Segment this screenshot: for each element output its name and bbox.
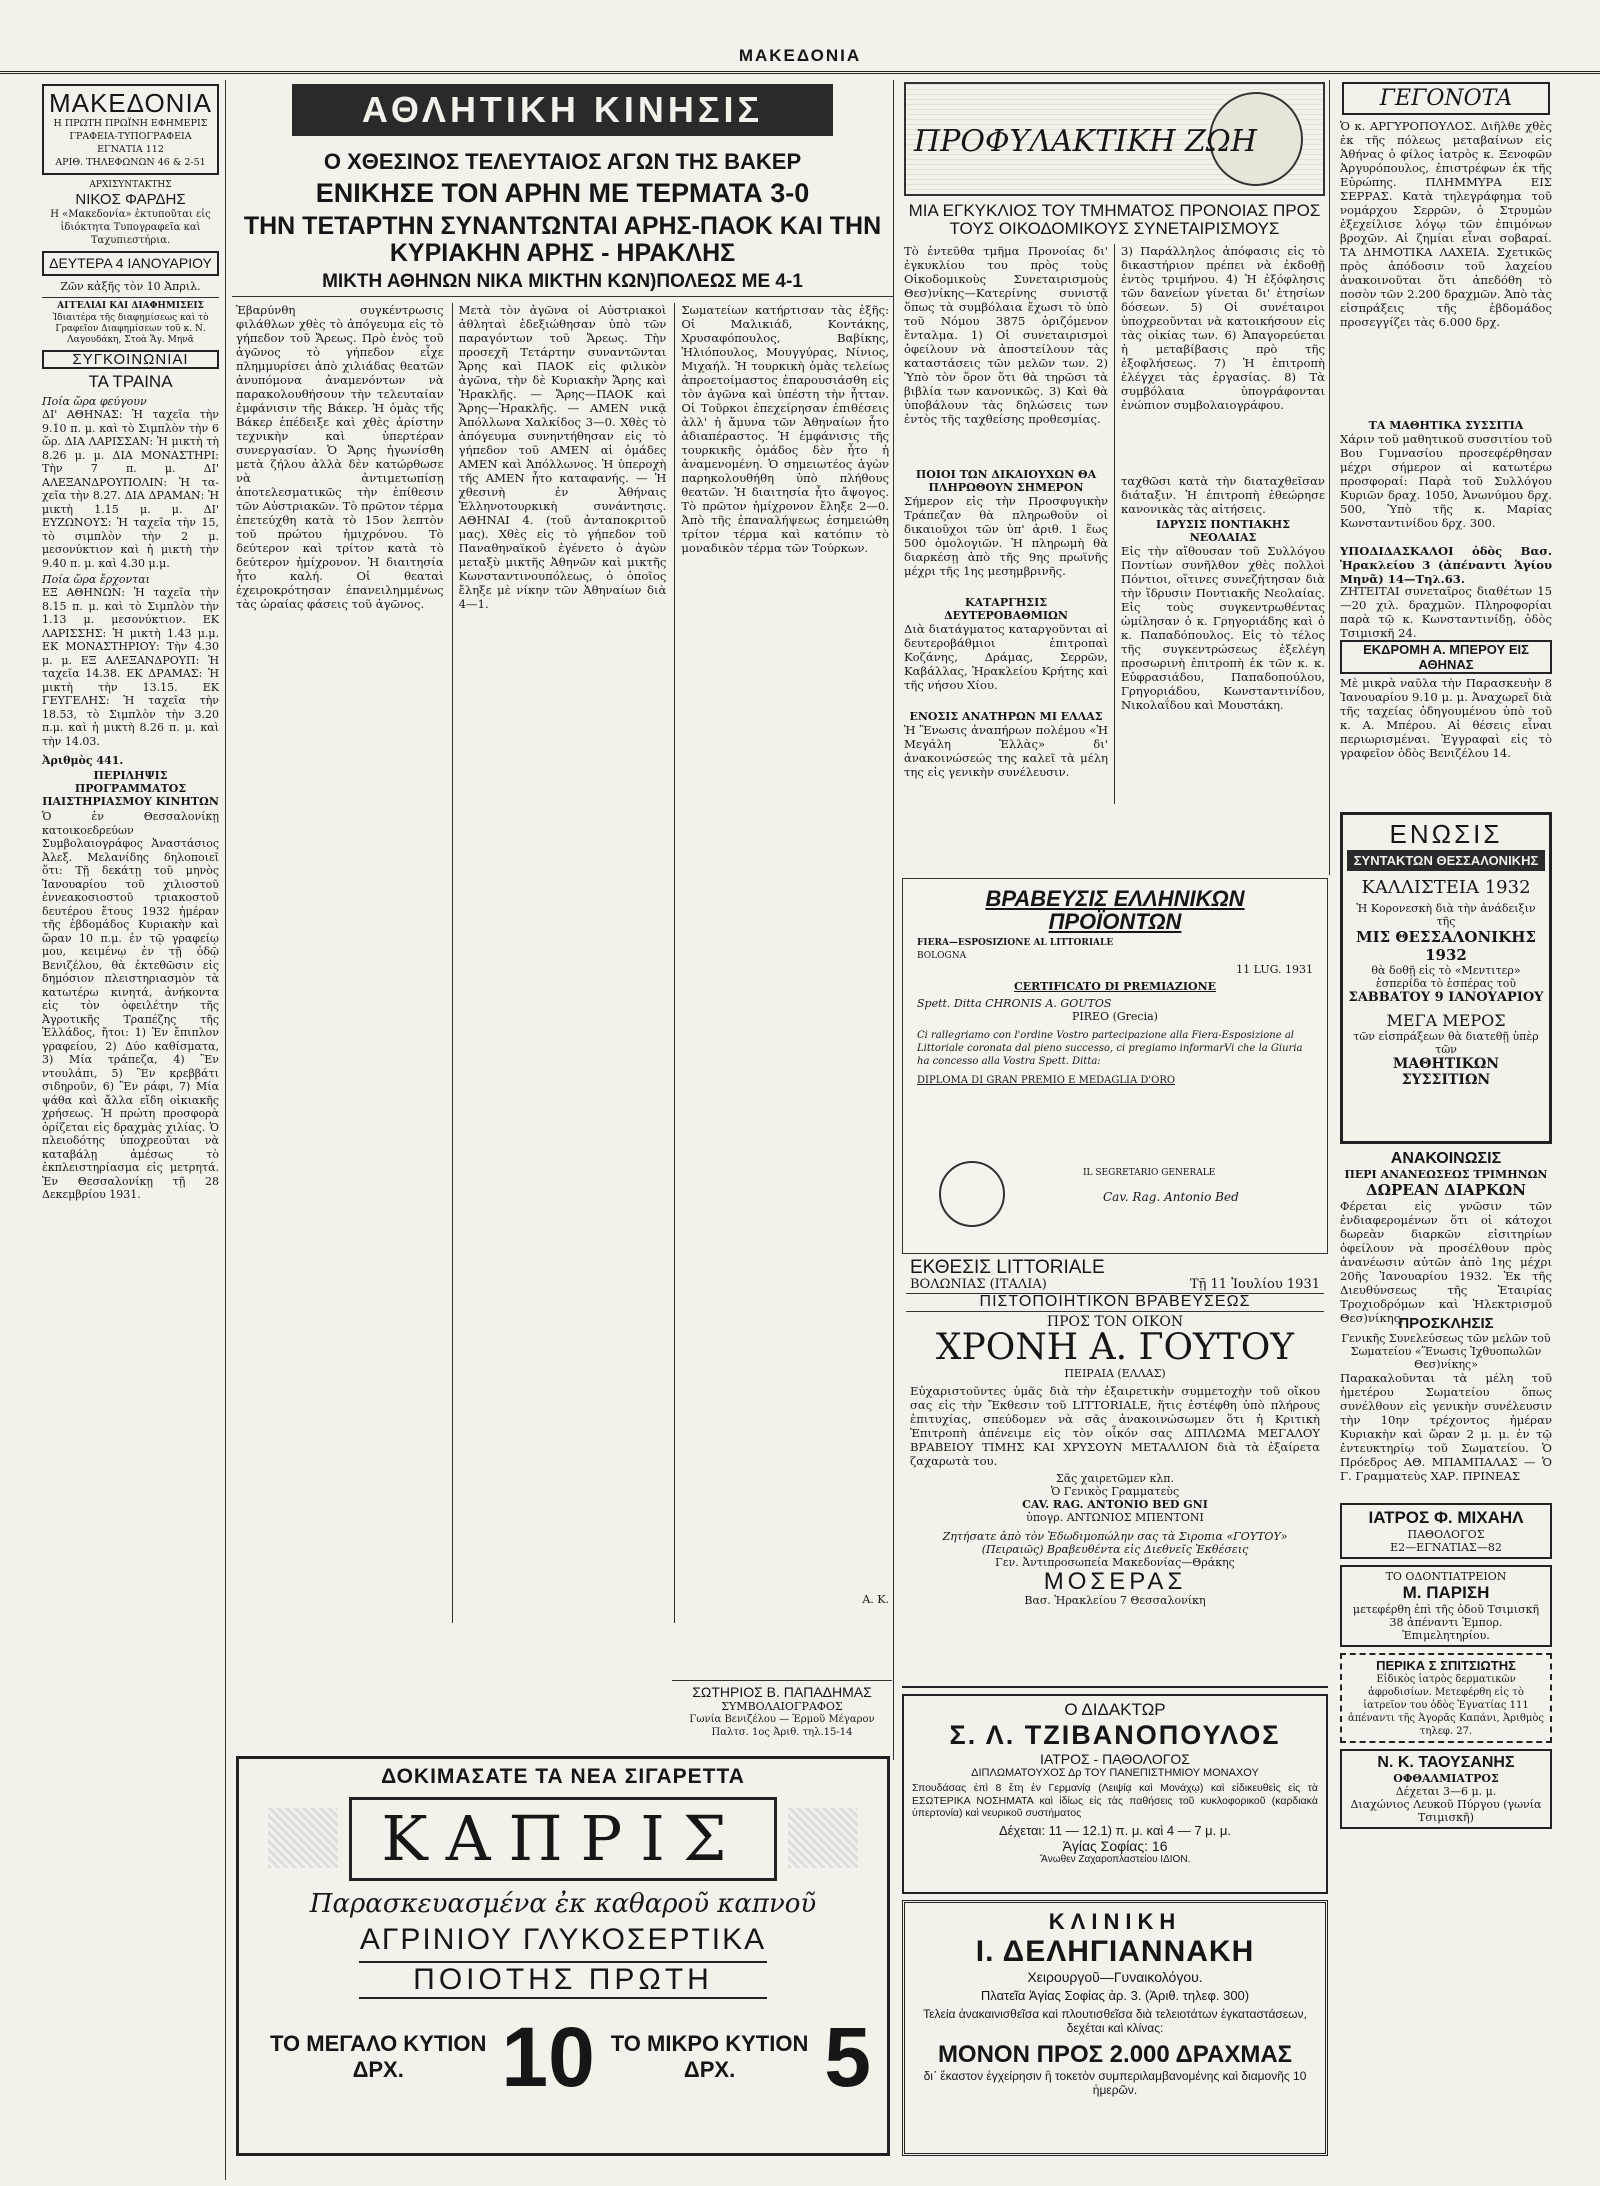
- sports-col-3: Σωματείων κατήρτισαν τὰς ἑξῆς: Οἱ Μαλικιάδ, Κοντάκης, Χρυσαφόπουλος, Βαβίκης, Ἠλιόπουλος, Μουγγύρας, Νίνιος, Μιχαήλ. Ἡ τουρκικὴ ὁμὰς τελείως ἀπροετοίμαστος ἐπαρουσιάσθη εἰς τὸν ἀγῶνα καὶ ὑπέστη τὴν ἧτταν. Οἱ Τοῦρκοι ἐπεχείρησαν ἐπιθέσεις ἀλλ' ἡ ἄμυνα τῶν Ἀθηναίων ἦτο ἀδιαπέραστος. Ἡ ἐμφάνισις τῆς τουρκικῆς ὁμάδος δὲν ἦτο ἡ ἀναμενομένη. Ὁ σημειωτέος ἀγὼν παρηκολουθήθη ὑπὸ πλήθους θεατῶν. Ἡ διαιτησία ἦτο ἄψογος. Τὸ πρῶτον ἡμίχρονον ἔληξε 2—0. Ἀπὸ τῆς ἐπαναλήψεως ἐσημειώθη τρίτον τέρμα καὶ κατόπιν τὸ μοναδικὸν τέρμα τῶν Τούρκων.: [681, 302, 890, 555]
- sports-headline-4: ΜΙΚΤΗ ΑΘΗΝΩΝ ΝΙΚΑ ΜΙΚΤΗΝ ΚΩΝ)ΠΟΛΕΩΣ ΜΕ 4-1: [232, 272, 893, 297]
- hygiene-text-3: ταχθῶσι κατὰ τὴν διαταχθεῖσαν διάταξιν. Ἡ ἐπιτροπὴ ἐθεώρησε κανονικὰς τὰς αἰτήσεις.: [1121, 473, 1325, 516]
- sports-col-1: Ἐβαρύνθη συγκέντρωσις φιλάθλων χθὲς τὸ ἀπόγευμα εἰς τὸ γήπεδον τοῦ Ἄρεως. Πρὸ ἐνὸς τοῦ ἀγῶνος τὸ γήπεδον εἶχε πλημμυρίσει ἀπὸ χιλιάδας θεατῶν ἀνυπόμονα ἀναμενόντων νὰ παρακολουθήσουν τὴν τελευταίαν ἐμφάνισιν τῆς Βάκερ. Ἡ ὁμὰς τῆς Βάκερ ἐπέδειξε καὶ χθὲς ἀρίστην τεχνικὴν καὶ ὑπερτέραν συνεργασίαν. Ὁ Ἄρης ἠγωνίσθη μετὰ ζήλου ἀλλὰ δὲν κατώρθωσε νὰ ἀντιμετωπίσῃ ἀποτελεσματικῶς τὴν ἐπίθεσιν τῶν Αὐστριακῶν. Τὸ πρῶτον τέρμα ἐπετεύχθη κατὰ τὸ 15ον λεπτὸν τοῦ πρώτου ἡμιχρόνου. Τὸ δεύτερον καὶ τρίτον κατὰ τὸ δεύτερον ἡμίχρονον. Ἡ διαιτησία ἦτο καλή. Οἱ θεαταὶ ἐχειροκρότησαν ἐπανειλημμένως τὰς ὡραίας φάσεις τοῦ ἀγῶνος.: [236, 302, 444, 611]
- sports-headline-1: Ο ΧΘΕΣΙΝΟΣ ΤΕΛΕΥΤΑΙΟΣ ΑΓΩΝ ΤΗΣ ΒΑΚΕΡ: [323, 149, 802, 174]
- invitation-subtitle: Γενικῆς Συνελεύσεως τῶν μελῶν τοῦ Σωματείου «Ἕνωσις Ἰχθυοπωλῶν Θεσ)νίκης»: [1341, 1332, 1551, 1371]
- dentist-text: μετεφέρθη ἐπὶ τῆς ὁδοῦ Τσιμισκῆ 38 ἀπέναντι Ἐμπορ. Ἐπιμελητηρίου.: [1352, 1603, 1540, 1642]
- pontic-youth-text: Εἰς τὴν αἴθουσαν τοῦ Συλλόγου Ποντίων συνῆλθον χθὲς πολλοὶ Πόντιοι, οἵτινες συνεζήτησαν διὰ τὴν ἵδρυσιν Ποντιακῆς Νεολαίας. Εἰς τοὺς συγκεντρωθέντας ὡμίλησαν ὁ κ. Γρηγοριάδης καὶ ὁ κ. Παπαδόπουλος. Εἰς τὸ τέλος τῆς συγκεντρώσεως ἐξελέγη προσωρινὴ ἐπιτροπὴ ἐκ τῶν κ. κ. Εὐφρασιάδου, Παπαδοπούλου, Γρηγοριάδου, Κωνσταντινίδου, Νικολαΐδου καὶ Μουστάκη.: [1121, 543, 1325, 712]
- union-miss: ΜΙΣ ΘΕΣΣΑΛΟΝΙΚΗΣ 1932: [1355, 928, 1537, 964]
- veterans-text: Ἡ Ἕνωσις ἀναπήρων πολέμου «Ἡ Μεγάλη Ἑλλὰς» δι' ἀνακοινώσεώς της καλεῖ τὰ μέλη της εἰς γενικὴν συνέλευσιν.: [904, 722, 1108, 779]
- goutos-secretary: Ὁ Γενικὸς Γραμματεὺς: [1050, 1484, 1180, 1498]
- certificate-title: ΒΡΑΒΕΥΣΙΣ ΕΛΛΗΝΙΚΩΝ ΠΡΟΪΟΝΤΩΝ: [985, 886, 1245, 935]
- dentist-name: Μ. ΠΑΡΙΣΗ: [1402, 1583, 1490, 1602]
- announcement-subtitle-2: ΔΩΡΕΑΝ ΔΙΑΡΚΩΝ: [1366, 1181, 1526, 1199]
- auction-header: ΠΕΡΙΛΗΨΙΣ ΠΡΟΓΡΑΜΜΑΤΟΣ ΠΑΙΣΤΗΡΙΑΣΜΟΥ ΚΙΝΗΤΩΝ: [42, 769, 219, 809]
- certificate-city: BOLOGNA: [917, 951, 967, 962]
- certificate-date: 11 LUG. 1931: [1236, 963, 1313, 977]
- communications-header: ΣΥΓΚΟΙΝΩΝΙΑΙ: [42, 350, 219, 370]
- capris-top-line: ΔΟΚΙΜΑΣΑΤΕ ΤΑ ΝΕΑ ΣΙΓΑΡΕΤΤΑ: [381, 1765, 745, 1788]
- goutos-place: ΠΕΙΡΑΙΑ (ΕΛΛΑΣ): [1064, 1366, 1166, 1380]
- goutos-address: Βασ. Ἡρακλείου 7 Θεσσαλονίκη: [1024, 1593, 1206, 1607]
- journalists-union-ad: [1340, 812, 1552, 1144]
- ads-label: ΑΓΓΕΛΙΑΙ ΚΑΙ ΔΙΑΦΗΜΙΣΕΙΣ: [57, 300, 204, 311]
- veterans-header: ΕΝΟΣΙΣ ΑΝΑΤΗΡΩΝ ΜΙ ΕΛΛΑΣ: [909, 709, 1103, 723]
- mess-header: ΤΑ ΜΑΘΗΤΙΚΑ ΣΥΣΣΙΤΙΑ: [1368, 419, 1524, 432]
- goutos-close: Σᾶς χαιρετῶμεν κλπ.: [1055, 1471, 1175, 1485]
- trip-header: ΕΚΔΡΟΜΗ Α. ΜΠΕΡΟΥ ΕΙΣ ΑΘΗΝΑΣ: [1340, 640, 1552, 674]
- capris-quality: ΠΟΙΟΤΗΣ ΠΡΩΤΗ: [359, 1961, 767, 1999]
- auction-text: Ὁ ἐν Θεσσαλονίκῃ κατοικοεδρεύων Συμβολαιογράφος Ἀναστάσιος Ἀλεξ. Μελανίδης δηλοποιεῖ ὅτι: Τῇ δεκάτῃ τοῦ μηνὸς Ἰανουαρίου τοῦ χιλιοστοῦ ἐννεακοσιοστοῦ τριακοστοῦ δευτέρου ἔτους 1932 ἡμέραν τῆς ἑβδομάδος Κυριακὴν καὶ ὥραν 10 π.μ. ἐν τῷ γραφείῳ μου, κειμένῳ ἐν τῇ ὁδῷ Βενιζέλου, θὰ ἐκτεθῶσιν εἰς δημόσιον πλειστηριασμὸν τὰ κατωτέρω κινητά, ἀνήκοντα εἰς τὸν ὀφειλέτην τῆς Ἀγροτικῆς Τραπέζης τῆς Ἑλλάδος, ἤτοι: 1) Ἐν ἔπιπλον γραφείου, 2) Δύο καθίσματα, 3) Μία τράπεζα, 4) Ἓν ντουλάπι, 5) Ἓν κρεββάτι σιδηροῦν, 6) Ἓν ράφι, 7) Μία ψάθα καὶ ἄλλα εἴδη οἰκιακῆς χρήσεως. Ἡ πρώτη προσφορὰ ὁρίζεται εἰς δραχμὰς χιλίας. Ὁ πλειοδότης ὑποχρεοῦται νὰ καταβάλῃ ἀμέσως τὸ ἐκπλειστηρίασμα εἰς μετρητά. Ἐν Θεσσαλονίκῃ τῇ 28 Δεκεμβρίου 1931.: [42, 810, 219, 1202]
- pontic-youth-header: ΙΔΡΥΣΙΣ ΠΟΝΤΙΑΚΗΣ ΝΕΟΛΑΙΑΣ: [1156, 517, 1290, 544]
- goutos-rep-name: ΜΟΣΕΡΑΣ: [1043, 1567, 1187, 1595]
- eye-hours: Δέχεται 3—6 μ. μ.: [1395, 1785, 1497, 1798]
- certificate-fair: FIERA—ESPOSIZIONE AL LITTORIALE: [917, 938, 1114, 949]
- arrivals-header: Ποία ὥρα ἔρχονται: [42, 573, 150, 587]
- doctor-body: Σπουδάσας ἐπὶ 8 ἔτη ἐν Γερμανίᾳ (Λειψίᾳ καὶ Μονάχῳ) καὶ εἰδικευθεὶς εἰς τὰ ΕΣΩΤΕΡΙΚΑ ΝΟΣΗΜΑΤΑ καὶ ἰδίως εἰς τὰς παθήσεις τοῦ κυκλοφορικοῦ (καρδιακὰ ὑπερτονία) καὶ νευρικοῦ συστήματος: [912, 1782, 1318, 1819]
- mess-text: Χάριν τοῦ μαθητικοῦ συσσιτίου τοῦ Βου Γυμνασίου προσεφέρθησαν μέχρι σήμερον αἱ κατωτέρω προσφοραί: Παρὰ τοῦ Συλλόγου Κυριῶν δραχ. 1050, Ἀνωνύμου δρχ. 500, Ὑπὸ τῆς κ. Μαρίας Κωνσταντινίδου δρχ. 300.: [1340, 432, 1552, 530]
- clinic-offer-detail: δι᾽ ἕκαστον ἐγχείρησιν ἢ τοκετὸν συμπεριλαμβανομένης καὶ διαμονῆς 10 ἡμερῶν.: [923, 2069, 1307, 2097]
- abolition-header: ΚΑΤΑΡΓΗΣΙΣ ΔΕΥΤΕΡΟΒΑΘΜΙΩΝ: [944, 595, 1068, 622]
- michail-spec: ΠΑΘΟΛΟΓΟΣ: [1407, 1528, 1485, 1541]
- paper-office: ΓΡΑΦΕΙΑ-ΤΥΠΟΓΡΑΦΕΙΑ ΕΓΝΑΤΙΑ 112: [69, 131, 192, 156]
- eye-name: Ν. Κ. ΤΑΟΥΣΑΝΗΣ: [1377, 1754, 1515, 1771]
- goutos-to: ΠΡΟΣ ΤΟΝ ΟΙΚΟΝ: [1046, 1313, 1184, 1330]
- dentist-title: ΤΟ ΟΔΟΝΤΙΑΤΡΕΙΟΝ: [1385, 1570, 1507, 1583]
- certificate-label: CERTIFICATO DI PREMIAZIONE: [1013, 980, 1217, 994]
- abolition-text: Διὰ διατάγματος καταργοῦνται αἱ δευτεροβάθμιοι ἐπιτροπαὶ Κοζάνης, Δράμας, Σερρῶν, Καβάλλας, Ἡρακλείου Κρήτης καὶ τῆς νήσου Χίου.: [904, 621, 1108, 692]
- eye-spec: ΟΦΘΑΛΜΙΑΤΡΟΣ: [1393, 1772, 1499, 1785]
- goutos-line-3: ΠΙΣΤΟΠΟΙΗΤΙΚΟΝ ΒΡΑΒΕΥΣΕΩΣ: [906, 1293, 1324, 1312]
- goutos-secretary-greek: ὑπογρ. ΑΝΤΩΝΙΟΣ ΜΠΕΝΤΟΝΙ: [1026, 1510, 1204, 1524]
- editor-note: Η «Μακεδονία» ἐκτυποῦται εἰς ἰδιόκτητα Τυπογραφεῖα καὶ Ταχυπιεστήρια.: [50, 209, 211, 247]
- goutos-ad: [902, 1258, 1328, 1688]
- sports-signature: Α. Κ.: [862, 1592, 890, 1606]
- dermatologist-ad: [1340, 1653, 1552, 1743]
- doctor-name: Σ. Λ. ΤΖΙΒΑΝΟΠΟΥΛΟΣ: [949, 1720, 1281, 1750]
- michail-address: Ε2—ΕΓΝΑΤΙΑΣ—82: [1390, 1541, 1502, 1554]
- goutos-name: ΧΡΟΝΗ Α. ΓΟΥΤΟΥ: [935, 1326, 1295, 1368]
- doctor-title: Ο ΔΙΔΑΚΤΩΡ: [1064, 1700, 1166, 1719]
- union-text: Ἡ Κορονεσκὴ διὰ τὴν ἀνάδειξιν τῆς: [1356, 902, 1536, 928]
- clinic-offer: ΜΟΝΟΝ ΠΡΟΣ 2.000 ΔΡΑΧΜΑΣ: [937, 2041, 1293, 2068]
- sports-section: [232, 80, 894, 1760]
- capris-brand: ΚΑΠΡΙΣ: [381, 1802, 745, 1875]
- goutos-line-1: ΕΚΘΕΣΙΣ LITTORIALE: [910, 1258, 1105, 1278]
- date-note: Ζῶν κἀξῆς τὸν 10 Ἀπριλ.: [60, 279, 201, 293]
- sports-banner: ΑΘΛΗΤΙΚΗ ΚΙΝΗΣΙΣ: [292, 84, 833, 136]
- sports-headline-3: ΤΗΝ ΤΕΤΑΡΤΗΝ ΣΥΝΑΝΤΩΝΤΑΙ ΑΡΗΣ-ΠΑΟΚ ΚΑΙ ΤΗΝ ΚΥΡΙΑΚΗΝ ΑΡΗΣ - ΗΡΑΚΛΗΣ: [243, 212, 882, 267]
- newspaper-masthead: ΜΑΚΕΔΟΝΙΑ: [0, 40, 1600, 74]
- announcement-title: ΑΝΑΚΟΙΝΩΣΙΣ: [1390, 1150, 1502, 1167]
- facts-text: Ὁ κ. ΑΡΓΥΡΟΠΟΥΛΟΣ. Διῆλθε χθὲς ἐκ τῆς πόλεως μεταβαίνων εἰς Ἀθήνας ὁ φίλος ἰατρὸς κ. Ξενοφῶν Ἀργυρόπουλος, ἐπιστρέφων ἐκ τῆς Εὐρώπης. ΠΛΗΜΜΥΡΑ ΕΙΣ ΣΕΡΡΑΣ. Κατὰ τηλεγράφημα τοῦ νομάρχου Σερρῶν, ὁ Στρυμὼν ἐξεχείλισε λόγῳ τῶν ἐπιμόνων βροχῶν. Αἱ ζημίαι εἶναι σοβαραί. ΤΑ ΔΗΜΟΤΙΚΑ ΛΑΧΕΙΑ. Σχετικῶς πρὸς ἀπόδοσιν τοῦ λαχείου ἀνακοινοῦται ὅτι ἀπεδόθη τὸ ποσὸν τῶν 2.200 δραχμῶν. Ἀπὸ τὰς εἰσπράξεις τῆς ἑβδομάδος προσεγγίζει τὰς 6.000 δρχ.: [1340, 119, 1552, 329]
- departures-header: Ποία ὥρα φεύγουν: [42, 395, 147, 409]
- capris-big-label: ΤΟ ΜΕΓΑΛΟ ΚΥΤΙΟΝ ΔΡΧ.: [270, 2031, 487, 2082]
- doctor-diploma: ΔΙΠΛΩΜΑΤΟΥΧΟΣ Δρ ΤΟΥ ΠΑΝΕΠΙΣΤΗΜΙΟΥ ΜΟΝΑΧΟΥ: [971, 1767, 1259, 1779]
- invitation-text: Παρακαλοῦνται τὰ μέλη τοῦ ἡμετέρου Σωματείου ὅπως συνέλθουν εἰς γενικὴν συνέλευσιν τὴν 10ην τρέχοντος ἡμέραν Κυριακὴν καὶ ὥραν 2 μ. μ. ἐν τῷ ἐντευκτηρίῳ τοῦ Σωματείου. Ὁ Πρόεδρος ΑΘ. ΜΠΑΜΠΑΛΑΣ — Ὁ Γ. Γραμματεὺς ΧΑΡ. ΠΡΙΝΕΑΣ: [1340, 1371, 1552, 1483]
- issue-date: ΔΕΥΤΕΡΑ 4 ΙΑΝΟΥΑΡΙΟΥ: [49, 255, 212, 272]
- left-column: [36, 80, 226, 2180]
- capris-big-price: 10: [501, 2010, 595, 2104]
- clinic-address: Πλατεῖα Ἁγίας Σοφίας ἀρ. 3. (Ἀριθ. τηλεφ. 300): [980, 1988, 1250, 2003]
- doctor-spec: ΙΑΤΡΟΣ - ΠΑΘΟΛΟΓΟΣ: [1040, 1751, 1190, 1767]
- certificate-award: DIPLOMA DI GRAN PREMIO E MEDAGLIA D'ORO: [917, 1075, 1176, 1087]
- hygiene-text-2: 3) Παράλληλος ἀπόφασις εἰς τὸ δικαστήριον πρέπει νὰ ἐκδοθῇ ἐντὸς τριμήνου. 4) Ἡ ἐξόφλησις τῶν δανείων γίνεται δι' ἐτησίων δόσεων. 5) Οἱ συνέταιροι ὑποχρεοῦνται νὰ κατοικήσουν εἰς τὰς οἰκίας των. 6) Ἀπαγορεύεται ἡ μεταβίβασις πρὸ τῆς ἐξοφλήσεως. 7) Ἡ ἐπιτροπὴ ἐλέγχει τὰς ἐργασίας. 8) Τὰ συμβόλαια ὑπογράφονται ἐνώπιον συμβολαιογράφου.: [1121, 243, 1325, 412]
- certificate-facsimile: [902, 878, 1328, 1254]
- goutos-secretary-name: CAV. RAG. ANTONIO BED GNI: [1022, 1497, 1208, 1511]
- notary-address: Γωνία Βενιζέλου — Ἑρμοῦ Μέγαρον Παλτσ. 1ος Ἀριθ. τηλ.15-14: [689, 1713, 875, 1738]
- derm-name: ΠΕΡΙΚΑ Σ ΣΠΙΤΣΙΩΤΗΣ: [1376, 1658, 1516, 1673]
- certificate-seal: [939, 1161, 1005, 1227]
- notary-name: ΣΩΤΗΡΙΟΣ Β. ΠΑΠΑΔΗΜΑΣ: [692, 1684, 872, 1700]
- wanted-notice: ΖΗΤΕΙΤΑΙ συνεταῖρος διαθέτων 15—20 χιλ. δραχμῶν. Πληροφορίαι παρὰ τῷ κ. Κωνσταντινίδῃ, ὁδὸς Τσιμισκῆ 24.: [1340, 584, 1552, 640]
- certificate-signature: Cav. Rag. Antonio Bed: [1103, 1190, 1239, 1204]
- paper-phones: ΑΡΙΘ. ΤΗΛΕΦΩΝΩΝ 46 & 2-51: [55, 157, 206, 169]
- union-part: ΜΕΓΑ ΜΕΡΟΣ: [1386, 1011, 1506, 1030]
- doctor-tzivanopoulos-ad: [902, 1694, 1328, 1894]
- union-pageant: ΚΑΛΛΙΣΤΕΙΑ 1932: [1361, 877, 1531, 898]
- editor-name: ΝΙΚΟΣ ΦΑΡΔΗΣ: [75, 191, 186, 209]
- announcement-subtitle: ΠΕΡΙ ΑΝΑΝΕΩΣΕΩΣ ΤΡΙΜΗΝΩΝ: [1344, 1168, 1548, 1181]
- editor-label: ΑΡΧΙΣΥΝΤΑΚΤΗΣ: [89, 180, 172, 191]
- doctor-address-2: Ἄνωθεν Ζαχαροπλαστείου ΙΔΙΟΝ.: [1039, 1853, 1191, 1865]
- union-title: ΕΝΩΣΙΣ: [1389, 819, 1503, 849]
- right-column: [1336, 80, 1556, 2160]
- paper-info-box: [42, 84, 219, 175]
- certificate-place: PIREO (Grecia): [1072, 1010, 1158, 1024]
- ophthalmologist-ad: [1340, 1749, 1552, 1829]
- eye-address: Διαχώνιος Λευκοῦ Πύργου (γωνία Τσιμισκῆ): [1350, 1798, 1542, 1824]
- notary-ad: [672, 1680, 892, 1750]
- capris-small-label: ΤΟ ΜΙΚΡΟ ΚΥΤΙΟΝ ΔΡΧ.: [610, 2031, 809, 2082]
- announcement-text: Φέρεται εἰς γνῶσιν τῶν ἐνδιαφερομένων ὅτι οἱ κάτοχοι δωρεὰν διαρκῶν εἰσιτηρίων ὀφείλουν νὰ προσέλθουν πρὸς ἀνανέωσιν αὐτῶν ἀπὸ 1ης μέχρι 20ῆς Ἰανουαρίου 1932. Ἐκ τῆς Διευθύνσεως τῆς Ἑταιρίας Τροχιοδρόμων καὶ Ἠλεκτρισμοῦ Θεσ)νίκης.: [1340, 1199, 1552, 1325]
- invitation-title: ΠΡΟΣΚΛΗΣΙΣ: [1398, 1315, 1494, 1332]
- union-subtitle: ΣΥΝΤΑΚΤΩΝ ΘΕΣΣΑΛΟΝΙΚΗΣ: [1347, 850, 1545, 871]
- paper-title: ΜΑΚΕΔΟΝΙΑ: [48, 88, 213, 118]
- facts-header: ΓΕΓΟΝΟΤΑ: [1379, 86, 1513, 111]
- hygiene-headline: ΜΙΑ ΕΓΚΥΚΛΙΟΣ ΤΟΥ ΤΜΗΜΑΤΟΣ ΠΡΟΝΟΙΑΣ ΠΡΟΣ ΤΟΥΣ ΟΙΚΟΔΟΜΙΚΟΥΣ ΣΥΝΕΤΑΙΡΙΣΜΟΥΣ: [908, 201, 1321, 238]
- sports-col-2: Μετὰ τὸν ἀγῶνα οἱ Αὐστριακοὶ ἀθληταὶ ἐδεξιώθησαν ὑπὸ τῶν παραγόντων τοῦ Ἄρεως. Τὴν προσεχῆ Τετάρτην συναντῶνται Ἄρης καὶ ΠΑΟΚ εἰς φιλικὸν ἀγῶνα, τὴν δὲ Κυριακὴν Ἄρης καὶ Ἡρακλῆς. — Ἄρης—ΠΑΟΚ καὶ Ἄρης—Ἡρακλῆς. — ΑΜΕΝ νικᾷ Ἀπόλλωνα Χαλκίδος 3—0. Χθὲς τὸ ἀπόγευμα συνηντήθησαν εἰς τὸ γήπεδον τοῦ ΑΜΕΝ αἱ ὁμάδες ΑΜΕΝ καὶ Ἀπόλλωνος. Ἡ ὑπεροχὴ τῆς ΑΜΕΝ ἦτο καταφανής. — Ἡ χθεσινὴ ἐν Ἀθήναις Ἑλληνοτουρκικὴ συνάντησις. ΑΘΗΝΑΙ 4. (τοῦ ἀνταποκριτοῦ μας). Χθὲς εἰς τὸ γήπεδον τοῦ Παναθηναϊκοῦ ἐγένετο ὁ ἀγὼν μεταξὺ μικτῆς Ἀθηνῶν καὶ μικτῆς Κωνσταντινουπόλεως, ὁ ὁποῖος ἔληξε μὲ νίκην τῶν Ἀθηναίων διὰ 4—1.: [452, 303, 667, 1623]
- arrivals-text: ΕΞ ΑΘΗΝΩΝ: Ἡ ταχεῖα τὴν 8.15 π. μ. καὶ τὸ Σιμπλὸν τὴν 1.13 μ. μεσονύκτιον. ΕΚ ΛΑΡΙΣΣΗΣ: Ἡ μικτὴ 1.43 μ.μ. ΕΚ ΜΟΝΑΣΤΗΡΙΟΥ: Τὴν 4.30 μ. μ. ΕΞ ΑΛΕΞΑΝΔΡΟΥΠ: Ἡ ταχεῖα 14.38. ΕΚ ΔΡΑΜΑΣ: Ἡ μικτὴ τὴν 13.15. ΕΚ ΓΕΥΓΕΛΗΣ: Ἡ ταχεῖα τὴν 18.53, τὸ Σιμπλὸν τὴν 3.20 π.μ. καὶ ἡ μικτὴ 8.26 π. μ. καὶ τὴν 14.03.: [42, 586, 219, 748]
- paper-subtitle: Η ΠΡΩΤΗ ΠΡΩΪΝΗ ΕΦΗΜΕΡΙΣ: [53, 118, 208, 130]
- union-part-text: τῶν εἰσπράξεων θὰ διατεθῇ ὑπὲρ τῶν: [1353, 1030, 1539, 1056]
- hygiene-text-1: Τὸ ἐντεῦθα τμῆμα Προνοίας δι' ἐγκυκλίου του πρὸς τοὺς Οἰκοδομικοὺς Συνεταιρισμοὺς Θεσ)νίκης—Κατερίνης συνιστᾷ ὅπως τὰ συμβόλαια ἔχωσι τὸ ὑπὸ τοῦ Νόμου 3875 ὁριζόμενον ἔνταλμα. 1) Οἱ συνεταιρισμοὶ ὀφείλουν νὰ ἀποστείλουν τὰς καταστάσεις τῶν μελῶν των. 2) Ὑπὸ τὸν ὅρον ὅτι θὰ τηρῶσι τὰ βιβλία των κανονικῶς. 3) Καὶ θὰ ὑποβάλουν τὰς δηλώσεις των ἐντὸς τῆς ταχθείσης προθεσμίας.: [904, 243, 1108, 426]
- clinic-spec: Χειρουργοῦ—Γυναικολόγου.: [1027, 1969, 1203, 1985]
- goutos-ask: Ζητήσατε ἀπὸ τὸν Ἐδωδιμοπώλην σας τὰ Σιροπια «ΓΟΥΤΟΥ» (Πειραιῶς) Βραβευθέντα εἰς Διεθνεῖς Ἐκθέσεις: [942, 1529, 1288, 1556]
- capris-sub: Παρασκευασμένα ἐκ καθαροῦ καπνοῦ: [309, 1889, 817, 1919]
- departures-text: ΔΙ' ΑΘΗΝΑΣ: Ἡ ταχεῖα τὴν 9.10 π. μ. καὶ τὸ Σιμπλὸν τὴν 6 ὥρ. ΔΙΑ ΛΑΡΙΣΣΑΝ: Ἡ μικτὴ τὴ 8.26 μ. μ. ΔΙΑ ΜΟΝΑΣΤΗΡΙ: Τὴν 7 π. μ. ΔΙ' ΑΛΕΞΑΝΔΡΟΥΠΟΛΙΝ: Ἡ τα-χεῖα τὴν 8.27. ΔΙΑ ΔΡΑΜΑΝ: Ἡ μικτὴ 1.15 μ. μ. ΔΙ' ΕΥΖΩΝΟΥΣ: Ἡ ταχεῖα τὴν 15, τὸ σιμπλὸν τὴν 2 μ. μεσονύκτιον καὶ ἡ μικτὴ τὴν 9.40 π. μ. καὶ 4.30 μ.μ.: [42, 408, 219, 570]
- hygiene-section: [900, 80, 1330, 875]
- date-box: [42, 251, 219, 276]
- capris-ornament-left: [268, 1808, 338, 1868]
- certificate-body: Ci rallegriamo con l'ordine Vostro partecipazione alla Fiera-Esposizione al Littoriale coronata dal pieno successo, ci pregiamo informarVi che la Giuria ha concesso alla Vostra Spett. Ditta:: [917, 1030, 1303, 1068]
- notary-title: ΣΥΜΒΟΛΑΙΟΓΡΑΦΟΣ: [721, 1699, 843, 1713]
- editor-block: [42, 179, 219, 247]
- doctor-michail-ad: [1340, 1503, 1552, 1559]
- clinic-title: ΚΛΙΝΙΚΗ: [1048, 1909, 1182, 1934]
- hygiene-banner-box: [904, 82, 1325, 196]
- clinic-name: Ι. ΔΕΛΗΓΙΑΝΝΑΚΗ: [975, 1935, 1255, 1968]
- capris-cigarettes-ad: [236, 1756, 890, 2156]
- trip-text: Μὲ μικρὰ ναῦλα τὴν Παρασκευὴν 8 Ἰανουαρίου 9.10 μ. μ. Ἀναχωρεῖ διὰ τῆς ταχείας ὁδηγουμένου ὑπὸ τοῦ κ. Α. Μπέρου. Αἱ θέσεις εἶναι περιωρισμέναι. Ἐγγραφαὶ εἰς τὸ γραφεῖον ὁδὸς Βενιζέλου 14.: [1340, 676, 1552, 760]
- capris-ornament-right: [788, 1808, 858, 1868]
- dentist-ad: [1340, 1565, 1552, 1647]
- capris-sub-2: ΑΓΡΙΝΙΟΥ ΓΛΥΚΟΣΕΡΤΙΚΑ: [359, 1923, 767, 1956]
- teachers-notice: ΥΠΟΔΙΔΑΣΚΑΛΟΙ ὀδὸς Βασ. Ἡρακλείου 3 (ἀπέναντι Ἁγίου Μηνᾶ) 14—Τηλ.63.: [1340, 544, 1552, 586]
- goutos-body: Εὐχαριστοῦντες ὑμᾶς διὰ τὴν ἐξαιρετικὴν συμμετοχὴν τοῦ οἴκου σας εἰς τὴν Ἔκθεσιν τοῦ LITTORIALE, ἥτις ἐστέφθη ὑπὸ πλήρους ἐπιτυχίας, σπεύδομεν νὰ σᾶς ἀνακοινώσωμεν ὅτι ἡ Κριτικὴ Ἐπιτροπὴ ἀπένειμε εἰς τὸν οἶκόν σας ΔΙΠΛΩΜΑ ΜΕΓΑΛΟΥ ΒΡΑΒΕΙΟΥ ΤΙΜΗΣ ΚΑΙ ΧΡΥΣΟΥΝ ΜΕΤΑΛΛΙΟΝ διὰ τὰ ἐξαίρετα ζαχαρωτὰ του.: [910, 1383, 1320, 1468]
- hygiene-banner-title: ΠΡΟΦΥΛΑΚΤΙΚΗ ΖΩΗ: [914, 124, 1257, 159]
- doctor-address: Ἁγίας Σοφίας: 16: [1062, 1837, 1168, 1854]
- announcement-block: [1340, 1150, 1552, 1199]
- beneficiaries-header: ΠΟΙΟΙ ΤΩΝ ΔΙΚΑΙΟΥΧΩΝ ΘΑ ΠΛΗΡΩΘΟΥΝ ΣΗΜΕΡΟΝ: [915, 467, 1097, 494]
- clinic-ad: [902, 1900, 1328, 2156]
- goutos-date: Τῇ 11 Ἰουλίου 1931: [1189, 1276, 1320, 1292]
- certificate-secretary: IL SEGRETARIO GENERALE: [1083, 1168, 1216, 1178]
- clinic-body: Τελεία ἀνακαινισθεῖσα καὶ πλουτισθεῖσα διὰ τελειοτάτων ἐγκαταστάσεων, δεχέται καὶ κλίνας:: [923, 2007, 1307, 2035]
- goutos-rep: Γεν. Ἀντιπροσωπεία Μακεδονίας—Θράκης: [995, 1555, 1235, 1569]
- union-text-2: θὰ δοθῇ εἰς τὸ «Μεντιτερ» ἑσπερίδα τὸ ἑσπέρας τοῦ: [1371, 964, 1521, 990]
- michail-name: ΙΑΤΡΟΣ Φ. ΜΙΧΑΗΛ: [1368, 1508, 1524, 1527]
- notice-number: Ἀριθμὸς 441.: [42, 754, 124, 768]
- facts-header-box: [1342, 82, 1550, 115]
- doctor-hours: Δέχεται: 11 — 12.1) π. μ. καὶ 4 — 7 μ. μ.: [998, 1822, 1231, 1838]
- sports-headline-2: ΕΝΙΚΗΣΕ ΤΟΝ ΑΡΗΝ ΜΕ ΤΕΡΜΑΤΑ 3-0: [315, 178, 810, 209]
- derm-text: Εἰδικὸς ἰατρὸς δερματικῶν ἀφροδισίων. Μετεφέρθη εἰς τὸ ἰατρεῖον του ὁδὸς Ἐγνατίας 111 ἀπέναντι τῆς Ἀγορᾶς Καπάνι, Ἀριθμὸς τηλεφ. 27.: [1347, 1674, 1545, 1737]
- certificate-firm: Spett. Ditta CHRONIS A. GOUTOS: [917, 997, 1112, 1011]
- capris-brand-box: [349, 1797, 777, 1881]
- capris-small-price: 5: [824, 2010, 871, 2104]
- union-part-2: ΜΑΘΗΤΙΚΩΝ ΣΥΣΣΙΤΙΩΝ: [1392, 1056, 1500, 1088]
- beneficiaries-text: Σήμερον εἰς τὴν Προσφυγικὴν Τράπεζαν θὰ πληρωθοῦν οἱ δικαιοῦχοι τῶν ὑπ' ἀριθ. 1 ἕως 500 ὁμολογιῶν. Ἡ πληρωμὴ θὰ διαρκέσῃ ἀπὸ τῆς 9ης πρωϊνῆς μέχρι τῆς 1ης μεσημβρινῆς.: [904, 493, 1108, 578]
- ads-note: Ἰδιαιτέρα τῆς διαφημίσεως καὶ τὸ Γραφεῖον Διαφημίσεων τοῦ κ. Ν. Λαγουδάκη, Στοὰ Ἄγ. Μηνᾶ: [52, 312, 209, 345]
- goutos-line-2: ΒΟΛΩΝΙΑΣ (ΙΤΑΛΙΑ): [910, 1276, 1047, 1292]
- ads-block: [42, 297, 219, 346]
- union-saturday: ΣΑΒΒΑΤΟΥ 9 ΙΑΝΟΥΑΡΙΟΥ: [1348, 990, 1544, 1005]
- trains-header: ΤΑ ΤΡΑΙΝΑ: [88, 372, 173, 392]
